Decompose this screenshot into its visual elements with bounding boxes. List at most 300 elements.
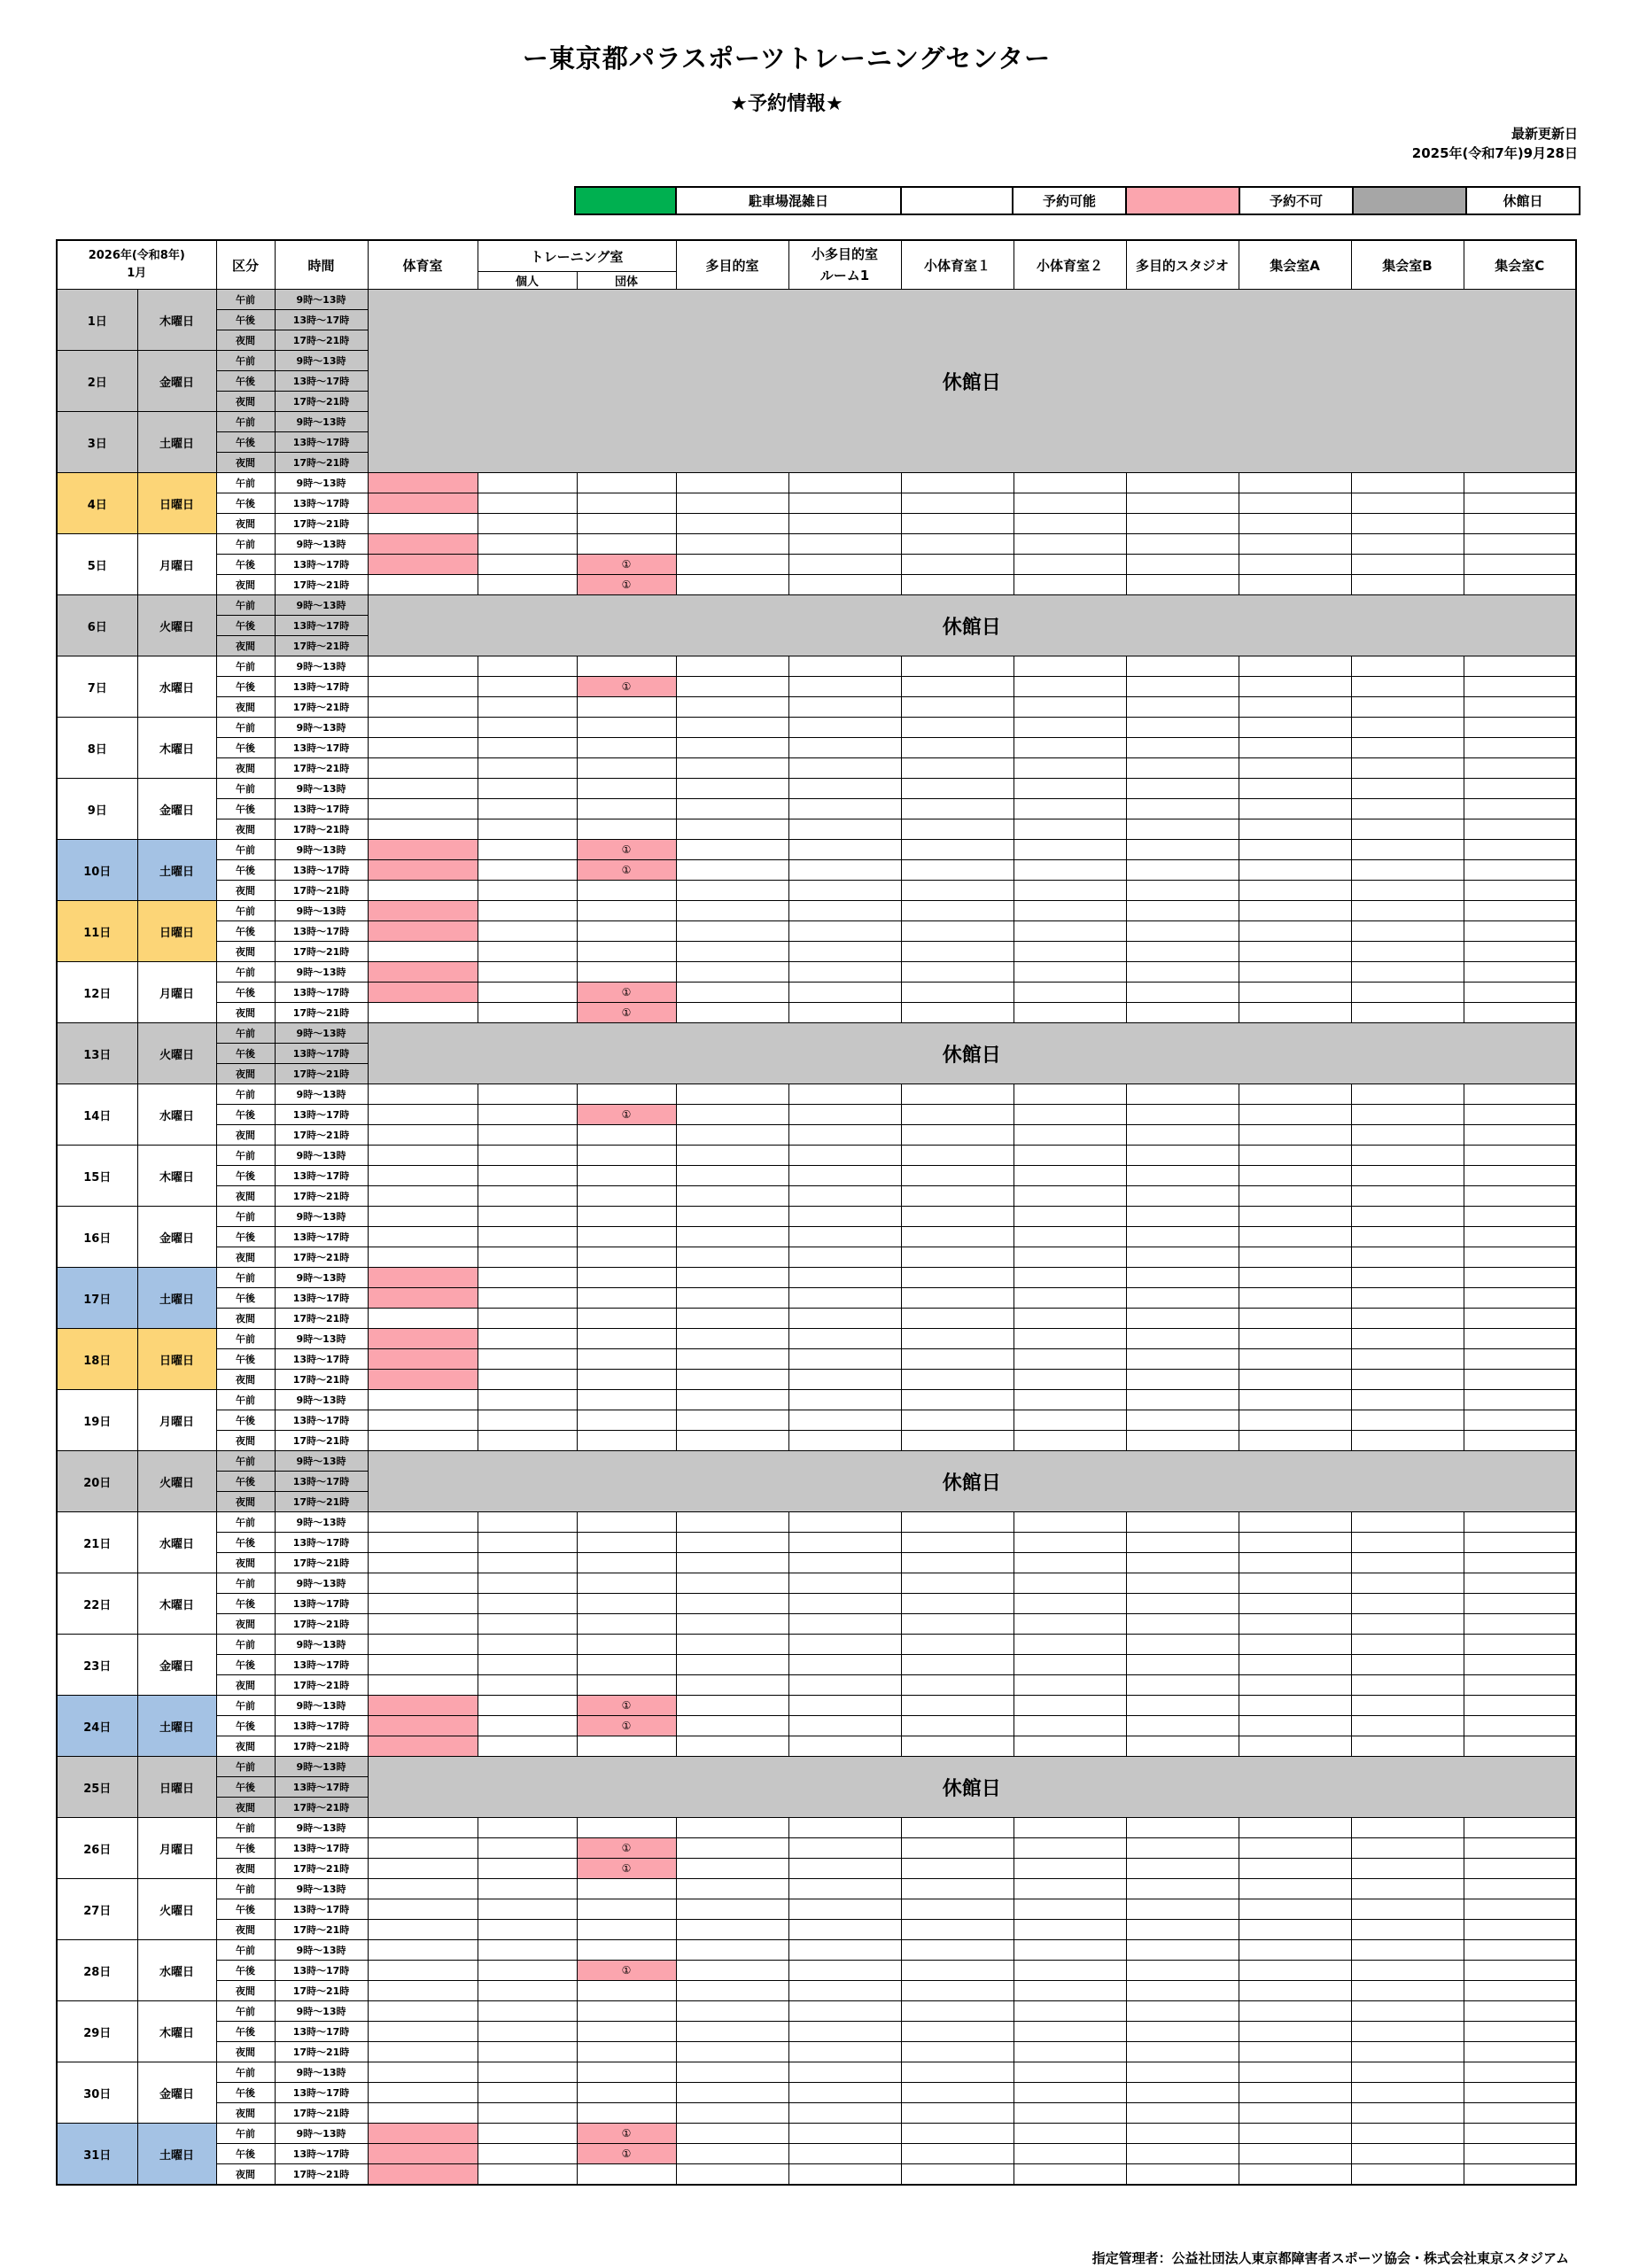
time-cell: 17時～21時 (275, 1370, 368, 1390)
room-slot (788, 1573, 901, 1594)
room-slot (1351, 1349, 1464, 1370)
table-row (57, 595, 1576, 616)
training-group-slot: ① (577, 1961, 676, 1981)
period-cell: 午後 (216, 799, 275, 819)
room-slot (676, 1838, 788, 1859)
room-slot (1351, 1207, 1464, 1227)
room-slot (1126, 1207, 1239, 1227)
room-slot (1126, 1675, 1239, 1696)
room-slot (478, 534, 577, 555)
room-slot (1239, 1247, 1351, 1268)
room-slot (788, 1146, 901, 1166)
room-slot (1239, 1696, 1351, 1716)
room-slot (1014, 555, 1126, 575)
room-slot (1464, 1084, 1576, 1105)
gym-slot (368, 1655, 478, 1675)
studio-header: 多目的スタジオ (1126, 240, 1239, 290)
room-slot (1014, 860, 1126, 881)
room-slot (788, 1247, 901, 1268)
time-cell: 13時～17時 (275, 677, 368, 697)
closed-banner: 休館日 (368, 1023, 1576, 1084)
gym-slot (368, 1410, 478, 1431)
room-slot (1351, 1899, 1464, 1920)
time-cell: 13時～17時 (275, 799, 368, 819)
room-slot (1239, 1390, 1351, 1410)
legend-available-label: 予約可能 (1013, 187, 1126, 214)
gym-slot (368, 2042, 478, 2062)
training-group-header: 団体 (577, 272, 676, 290)
training-group-slot (577, 921, 676, 942)
room-slot (1464, 1838, 1576, 1859)
room-slot (1014, 1696, 1126, 1716)
table-row (57, 514, 1576, 534)
room-slot (1126, 1961, 1239, 1981)
room-slot (1239, 962, 1351, 983)
room-slot (676, 983, 788, 1003)
room-slot (676, 1329, 788, 1349)
room-slot (788, 840, 901, 860)
room-slot (1464, 1105, 1576, 1125)
room-slot (901, 2144, 1014, 2164)
room-slot (676, 1675, 788, 1696)
room-slot (1126, 881, 1239, 901)
time-cell: 13時～17時 (275, 1472, 368, 1492)
training-group-slot: ① (577, 860, 676, 881)
table-row (57, 2103, 1576, 2124)
room-slot (1239, 1186, 1351, 1207)
room-slot (478, 758, 577, 779)
room-slot (788, 942, 901, 962)
room-slot (676, 677, 788, 697)
room-slot (1014, 1329, 1126, 1349)
room-slot (788, 758, 901, 779)
room-slot (478, 1614, 577, 1635)
legend-parking-label: 駐車場混雑日 (676, 187, 901, 214)
room-slot (478, 1512, 577, 1533)
room-slot (1126, 1431, 1239, 1451)
room-slot (1014, 1981, 1126, 2001)
room-slot (788, 1655, 901, 1675)
room-slot (1014, 1512, 1126, 1533)
room-slot (1014, 1573, 1126, 1594)
room-slot (1239, 1309, 1351, 1329)
weekday-cell: 木曜日 (137, 2001, 216, 2062)
room-slot (1351, 1370, 1464, 1390)
room-slot (1351, 738, 1464, 758)
training-group-slot (577, 534, 676, 555)
room-slot (1126, 1696, 1239, 1716)
room-slot (1464, 1655, 1576, 1675)
gym-slot (368, 819, 478, 840)
room-slot (1464, 1594, 1576, 1614)
room-slot (788, 2103, 901, 2124)
gym-slot (368, 493, 478, 514)
time-cell: 13時～17時 (275, 983, 368, 1003)
room-slot (788, 1084, 901, 1105)
room-slot (676, 697, 788, 718)
meeting-a-header: 集会室A (1239, 240, 1351, 290)
period-cell: 午前 (216, 779, 275, 799)
time-cell: 13時～17時 (275, 1349, 368, 1370)
room-slot (1239, 1981, 1351, 2001)
room-slot (788, 1125, 901, 1146)
training-group-slot (577, 1370, 676, 1390)
time-cell: 17時～21時 (275, 1492, 368, 1512)
time-cell: 9時～13時 (275, 1329, 368, 1349)
period-cell: 夜間 (216, 881, 275, 901)
period-cell: 午後 (216, 1227, 275, 1247)
time-cell: 13時～17時 (275, 921, 368, 942)
table-row (57, 901, 1576, 921)
room-slot (1464, 738, 1576, 758)
room-slot (478, 860, 577, 881)
room-slot (1351, 1390, 1464, 1410)
training-group-slot (577, 514, 676, 534)
training-group-slot (577, 1288, 676, 1309)
period-cell: 夜間 (216, 2164, 275, 2186)
period-cell: 夜間 (216, 330, 275, 351)
period-cell: 午後 (216, 860, 275, 881)
room-slot (901, 718, 1014, 738)
room-slot (1351, 2001, 1464, 2022)
room-slot (1464, 2042, 1576, 2062)
room-slot (788, 2083, 901, 2103)
time-cell: 17時～21時 (275, 1247, 368, 1268)
room-slot (1239, 1614, 1351, 1635)
table-row (57, 1329, 1576, 1349)
room-slot (1239, 1553, 1351, 1573)
room-slot (901, 1125, 1014, 1146)
period-cell: 午後 (216, 1961, 275, 1981)
table-row (57, 860, 1576, 881)
room-slot (1014, 1370, 1126, 1390)
gym-slot (368, 942, 478, 962)
table-row (57, 1920, 1576, 1940)
day-cell: 10日 (57, 840, 137, 901)
room-slot (1351, 1981, 1464, 2001)
time-cell: 17時～21時 (275, 697, 368, 718)
room-slot (901, 1614, 1014, 1635)
room-slot (901, 1696, 1014, 1716)
time-cell: 9時～13時 (275, 1757, 368, 1777)
room-slot (1239, 1675, 1351, 1696)
time-cell: 13時～17時 (275, 1899, 368, 1920)
day-cell: 28日 (57, 1940, 137, 2001)
room-slot (1239, 1533, 1351, 1553)
small-gym2-header: 小体育室２ (1014, 240, 1126, 290)
time-cell: 17時～21時 (275, 1614, 368, 1635)
time-cell: 9時～13時 (275, 2001, 368, 2022)
table-row (57, 1431, 1576, 1451)
time-cell: 9時～13時 (275, 901, 368, 921)
room-slot (1014, 1186, 1126, 1207)
period-cell: 午後 (216, 555, 275, 575)
gym-slot (368, 1859, 478, 1879)
day-cell: 22日 (57, 1573, 137, 1635)
room-slot (1014, 1146, 1126, 1166)
room-slot (676, 1920, 788, 1940)
room-slot (478, 1186, 577, 1207)
room-slot (1351, 2103, 1464, 2124)
time-cell: 17時～21時 (275, 1736, 368, 1757)
room-slot (1464, 1879, 1576, 1899)
room-slot (1464, 1410, 1576, 1431)
room-slot (1126, 1410, 1239, 1431)
room-slot (788, 2001, 901, 2022)
table-row (57, 1635, 1576, 1655)
day-cell: 7日 (57, 656, 137, 718)
room-slot (676, 575, 788, 595)
period-cell: 午後 (216, 2022, 275, 2042)
room-slot (1014, 1105, 1126, 1125)
period-cell: 午後 (216, 1899, 275, 1920)
time-cell: 13時～17時 (275, 432, 368, 453)
day-cell: 26日 (57, 1818, 137, 1879)
day-cell: 16日 (57, 1207, 137, 1268)
period-cell: 午前 (216, 1207, 275, 1227)
room-slot (901, 1879, 1014, 1899)
gym-slot (368, 1838, 478, 1859)
room-slot (788, 1614, 901, 1635)
room-slot (1351, 1105, 1464, 1125)
room-slot (1014, 1736, 1126, 1757)
room-slot (1014, 1533, 1126, 1553)
table-row (57, 534, 1576, 555)
day-cell: 12日 (57, 962, 137, 1023)
time-cell: 9時～13時 (275, 1818, 368, 1838)
room-slot (1126, 779, 1239, 799)
room-slot (478, 697, 577, 718)
room-slot (1014, 1818, 1126, 1838)
time-cell: 17時～21時 (275, 1675, 368, 1696)
room-slot (676, 942, 788, 962)
room-slot (1464, 493, 1576, 514)
day-cell: 8日 (57, 718, 137, 779)
period-cell: 夜間 (216, 1064, 275, 1084)
room-slot (1239, 677, 1351, 697)
table-row (57, 1023, 1576, 1044)
room-slot (1014, 1838, 1126, 1859)
training-group-slot (577, 1309, 676, 1329)
room-slot (901, 1736, 1014, 1757)
multipurpose-header: 多目的室 (676, 240, 788, 290)
training-group-slot: ① (577, 1716, 676, 1736)
period-cell: 午後 (216, 1349, 275, 1370)
training-group-slot (577, 1349, 676, 1370)
room-slot (1239, 2124, 1351, 2144)
room-slot (901, 1146, 1014, 1166)
weekday-cell: 月曜日 (137, 1390, 216, 1451)
room-slot (478, 983, 577, 1003)
training-group-slot (577, 697, 676, 718)
table-row (57, 1227, 1576, 1247)
room-slot (901, 1981, 1014, 2001)
training-group-slot (577, 1268, 676, 1288)
time-cell: 17時～21時 (275, 1920, 368, 1940)
room-slot (901, 1268, 1014, 1288)
time-cell: 9時～13時 (275, 2062, 368, 2083)
room-slot (1464, 1533, 1576, 1553)
time-cell: 13時～17時 (275, 2022, 368, 2042)
time-cell: 13時～17時 (275, 1716, 368, 1736)
time-cell: 9時～13時 (275, 840, 368, 860)
time-cell: 13時～17時 (275, 1655, 368, 1675)
room-slot (478, 1594, 577, 1614)
room-slot (1126, 2022, 1239, 2042)
table-row (57, 2062, 1576, 2083)
gym-slot (368, 1186, 478, 1207)
table-row (57, 1166, 1576, 1186)
room-slot (1126, 493, 1239, 514)
day-cell: 13日 (57, 1023, 137, 1084)
room-slot (901, 1329, 1014, 1349)
room-slot (1126, 1247, 1239, 1268)
time-header: 時間 (275, 240, 368, 290)
time-cell: 13時～17時 (275, 1166, 368, 1186)
room-slot (1464, 2144, 1576, 2164)
gym-slot (368, 1247, 478, 1268)
room-slot (676, 514, 788, 534)
room-slot (788, 656, 901, 677)
room-slot (478, 2144, 577, 2164)
gym-slot (368, 1084, 478, 1105)
weekday-cell: 日曜日 (137, 473, 216, 534)
room-slot (1239, 921, 1351, 942)
room-slot (901, 2001, 1014, 2022)
period-cell: 午前 (216, 718, 275, 738)
room-slot (1464, 1961, 1576, 1981)
time-cell: 17時～21時 (275, 636, 368, 656)
time-cell: 17時～21時 (275, 1431, 368, 1451)
room-slot (1126, 677, 1239, 697)
room-slot (901, 1553, 1014, 1573)
room-slot (478, 1370, 577, 1390)
gym-slot (368, 1268, 478, 1288)
room-slot (1239, 1573, 1351, 1594)
training-group-slot (577, 942, 676, 962)
gym-slot (368, 2164, 478, 2186)
room-slot (1239, 2164, 1351, 2186)
training-group-slot (577, 2001, 676, 2022)
room-slot (1014, 1431, 1126, 1451)
room-slot (1239, 1859, 1351, 1879)
time-cell: 9時～13時 (275, 351, 368, 371)
table-row (57, 1940, 1576, 1961)
table-row (57, 1675, 1576, 1696)
weekday-cell: 火曜日 (137, 595, 216, 656)
room-slot (1126, 819, 1239, 840)
room-slot (1464, 1675, 1576, 1696)
table-row (57, 1533, 1576, 1553)
room-slot (1239, 881, 1351, 901)
gym-slot (368, 1533, 478, 1553)
room-slot (1014, 1879, 1126, 1899)
room-slot (1239, 2083, 1351, 2103)
room-slot (1014, 2124, 1126, 2144)
room-slot (788, 575, 901, 595)
room-slot (1126, 1594, 1239, 1614)
room-slot (788, 1859, 901, 1879)
room-slot (1351, 555, 1464, 575)
room-slot (1351, 1084, 1464, 1105)
table-row (57, 1961, 1576, 1981)
room-slot (1014, 1349, 1126, 1370)
room-slot (788, 493, 901, 514)
room-slot (1126, 1899, 1239, 1920)
day-cell: 21日 (57, 1512, 137, 1573)
room-slot (676, 2083, 788, 2103)
legend-closed-label: 休館日 (1466, 187, 1580, 214)
room-slot (478, 1309, 577, 1329)
room-slot (1126, 2144, 1239, 2164)
room-slot (676, 819, 788, 840)
time-cell: 13時～17時 (275, 1044, 368, 1064)
room-slot (1239, 2103, 1351, 2124)
period-cell: 午前 (216, 1757, 275, 1777)
room-slot (1351, 1961, 1464, 1981)
room-slot (788, 1105, 901, 1125)
room-slot (1014, 1125, 1126, 1146)
room-slot (478, 1003, 577, 1023)
period-cell: 夜間 (216, 1736, 275, 1757)
period-cell: 午前 (216, 1879, 275, 1899)
gym-slot (368, 1614, 478, 1635)
room-slot (788, 1736, 901, 1757)
room-slot (1239, 1940, 1351, 1961)
room-slot (1126, 2103, 1239, 2124)
room-slot (478, 881, 577, 901)
room-slot (478, 1247, 577, 1268)
room-slot (788, 1533, 901, 1553)
table-row (57, 2022, 1576, 2042)
room-slot (1126, 1003, 1239, 1023)
room-slot (1239, 1166, 1351, 1186)
weekday-cell: 木曜日 (137, 718, 216, 779)
table-row (57, 1370, 1576, 1390)
room-slot (1014, 575, 1126, 595)
table-row (57, 1349, 1576, 1370)
room-slot (1351, 534, 1464, 555)
table-row (57, 656, 1576, 677)
day-cell: 5日 (57, 534, 137, 595)
room-slot (1014, 1227, 1126, 1247)
time-cell: 13時～17時 (275, 310, 368, 330)
room-slot (1239, 1899, 1351, 1920)
room-slot (676, 1247, 788, 1268)
room-slot (1351, 1512, 1464, 1533)
day-cell: 9日 (57, 779, 137, 840)
room-slot (478, 1166, 577, 1186)
training-group-slot (577, 1940, 676, 1961)
training-group-slot (577, 1146, 676, 1166)
table-row (57, 983, 1576, 1003)
room-slot (1239, 1288, 1351, 1309)
room-slot (478, 514, 577, 534)
room-slot (478, 1838, 577, 1859)
gym-slot (368, 1818, 478, 1838)
room-slot (676, 2124, 788, 2144)
legend-unavailable-label: 予約不可 (1239, 187, 1353, 214)
room-slot (788, 1186, 901, 1207)
training-header: トレーニング室 (478, 240, 676, 272)
room-slot (1126, 983, 1239, 1003)
table-row (57, 697, 1576, 718)
room-slot (1014, 1899, 1126, 1920)
room-slot (1464, 840, 1576, 860)
room-slot (676, 555, 788, 575)
weekday-cell: 火曜日 (137, 1879, 216, 1940)
room-slot (1126, 718, 1239, 738)
